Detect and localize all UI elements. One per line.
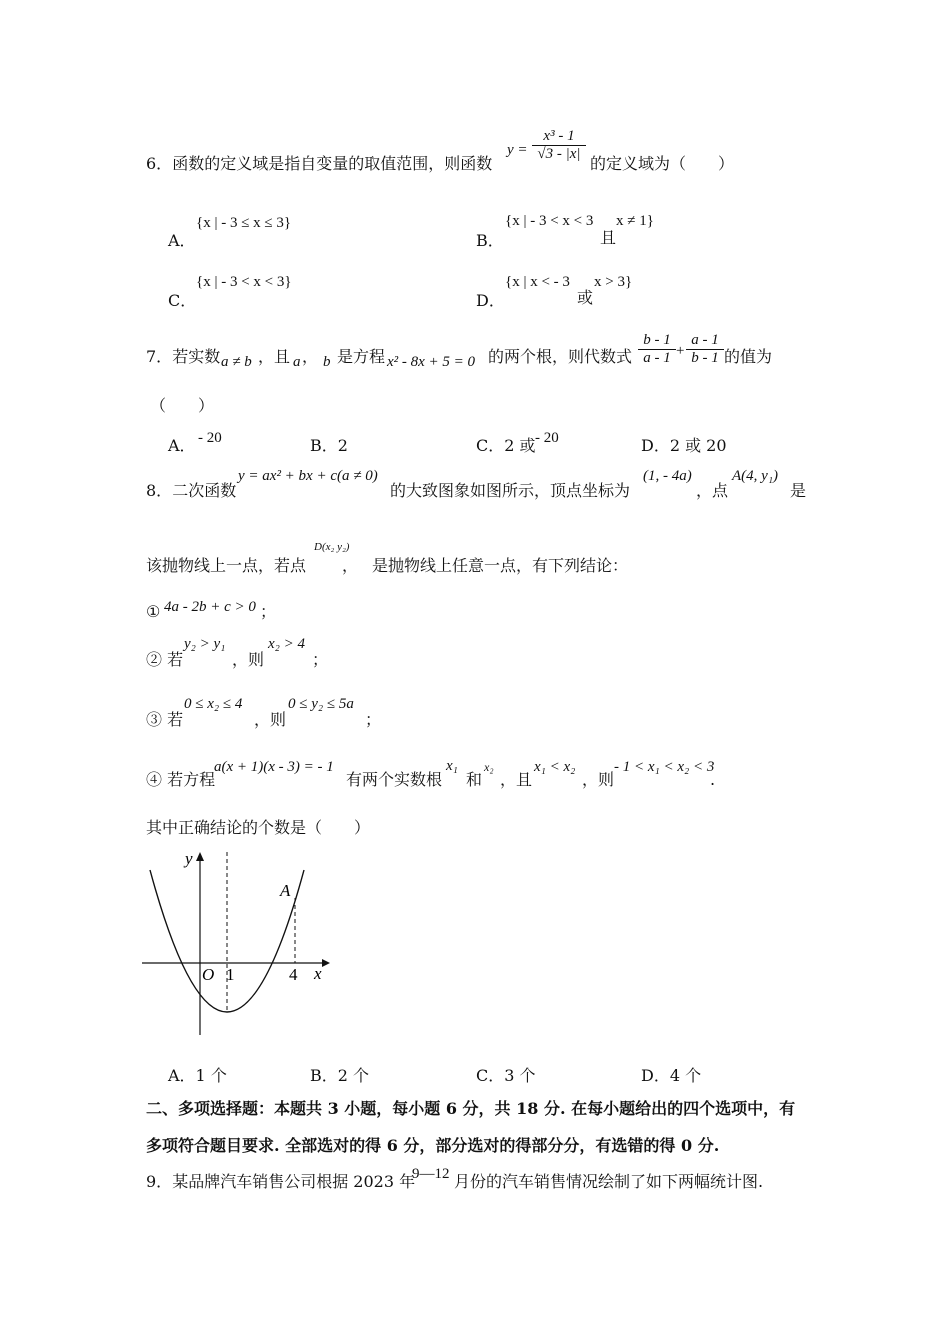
q6-formula-y: y = xyxy=(507,142,528,158)
exam-page: 6．函数的定义域是指自变量的取值范围，则函数 y = x³ - 1 √3 - |x| 的定义域为（ ） A． {x | - 3 ≤ x ≤ 3} B． {x | - 3 < x < 3 且 x ≠ 1} C． {x | - 3 < x < 3} D． {x | x < - 3 或 x > 3} 7．若实数 a ≠ b ，且 a ， b 是方程 x² - 8x + 5 = 0 的两个根，则代数式 b - 1 a - 1 + a - 1 b - 1 的值为 （ ） A． - 20 B．2 C．2 或 - 20 D．2 或 20 8．二次函数 y = ax² + bx + c(a ≠ 0) 的大致图象如图所示，顶点坐标为 (1, - 4a) ，点 A(4, y₁) 是 该抛物线上一点，若点 D(x₂ y₂) ， 是抛物线上任意一点，有下列结论： ① 4a - 2b + c > 0 ； ② 若 y₂ > y₁ ，则 x₂ > 4 ； ③ 若 0 ≤ x₂ ≤ 4 ，则 0 ≤ y₂ ≤ 5a ； ④ 若方程 a(x + 1)(x - 3) = - 1 有两个实数根 x₁ 和 x₂ ，且 x₁ < x₂ ，则 - 1 < x₁ < x₂ < 3 . 其中正确结论的个数是（ ） y x O 1 4 A A．1 个 B．2 个 C．3 个 D．4 个 二、多项选择题：本题共 3 小题，每小题 6 分，共 18 分. 在每小题给出的四个选项中，有 多项符合题目要求. 全部选对的得 6 分，部分选对的得部分分，有选错的得 0 分. 9．某品牌汽车销售公司根据 2023 年 9—12 月份的汽车销售情况绘制了如下两幅统计图. xyxy=(0,0,950,1344)
q7-fraction-1: b - 1 a - 1 xyxy=(638,332,676,367)
q8-m2: (1, - 4a) xyxy=(643,468,692,484)
q6-text-after: 的定义域为（ ） xyxy=(590,154,735,173)
q7-line1: 7．若实数 xyxy=(146,347,221,366)
q7-fraction-2: a - 1 b - 1 xyxy=(686,332,724,367)
q6-option-a[interactable]: A． xyxy=(168,231,196,250)
q6-option-c[interactable]: C． xyxy=(168,291,197,310)
section2-heading-line2: 多项符合题目要求. 全部选对的得 6 分，部分选对的得部分分，有选错的得 0 分. xyxy=(146,1136,720,1155)
q7-number: 7． xyxy=(146,347,173,366)
q6-option-b[interactable]: B． xyxy=(476,231,504,250)
q8-parabola-graph xyxy=(138,846,338,1046)
q7-answer-paren: （ ） xyxy=(150,396,215,415)
q8-conclusion-3: ③ 若 xyxy=(146,710,184,729)
q8-conclusion-4: ④ 若方程 xyxy=(146,770,216,789)
q7-option-a[interactable]: A． xyxy=(168,436,196,455)
q7-option-a-val: - 20 xyxy=(198,430,222,446)
q8-option-c[interactable]: C．3 个 xyxy=(476,1066,536,1085)
q8-question: 其中正确结论的个数是（ ） xyxy=(146,818,371,837)
q6-option-d-or: 或 xyxy=(577,288,594,307)
q8-line2: 该抛物线上一点，若点 xyxy=(146,556,307,575)
tick-label-4: 4 xyxy=(289,965,298,984)
q8-line1: 8．二次函数 xyxy=(146,481,237,500)
q7-option-c-val: - 20 xyxy=(535,430,559,446)
section2-heading-line1: 二、多项选择题：本题共 3 小题，每小题 6 分，共 18 分. 在每小题给出的四个选项中，有 xyxy=(146,1099,796,1118)
q8-conclusion-2: ② 若 xyxy=(146,650,184,669)
q6-text-before: 6．函数的定义域是指自变量的取值范围，则函数 xyxy=(146,154,493,173)
q8-option-d[interactable]: D．4 个 xyxy=(641,1066,702,1085)
x-axis-arrow-icon xyxy=(322,959,330,967)
origin-label: O xyxy=(202,965,215,984)
q6-option-d-math1: {x | x < - 3 xyxy=(505,274,570,290)
tick-label-1: 1 xyxy=(226,965,235,984)
q9-m1: 9—12 xyxy=(412,1166,450,1182)
q9-line1: 9．某品牌汽车销售公司根据 2023 年 xyxy=(146,1172,416,1191)
q6-option-b-math1: {x | - 3 < x < 3 xyxy=(505,213,594,229)
q8-option-b[interactable]: B．2 个 xyxy=(310,1066,370,1085)
q8-m1: y = ax² + bx + c(a ≠ 0) xyxy=(238,468,378,484)
q7-option-b[interactable]: B．2 xyxy=(310,436,348,455)
q7-m4: x² - 8x + 5 = 0 xyxy=(387,354,476,370)
q7-option-d[interactable]: D．2 或 20 xyxy=(641,436,727,455)
q8-number: 8． xyxy=(146,481,173,500)
x-axis-label: x xyxy=(314,964,322,983)
q6-option-b-math2: x ≠ 1} xyxy=(616,213,654,229)
q7-m1: a ≠ b xyxy=(221,354,252,370)
y-axis-label: y xyxy=(185,849,193,868)
q6-option-b-and: 且 xyxy=(600,228,617,247)
q8-m3: A(4, y₁) xyxy=(732,468,779,484)
q7-option-c[interactable]: C．2 或 xyxy=(476,436,536,455)
q6-option-d-math2: x > 3} xyxy=(594,274,633,290)
q6-option-a-math: {x | - 3 ≤ x ≤ 3} xyxy=(196,215,292,231)
q8-m4: D(x₂ y₂) xyxy=(314,541,350,553)
q7-m2: a xyxy=(293,354,301,370)
point-a-label: A xyxy=(280,881,291,900)
q6-number: 6． xyxy=(146,154,173,173)
q6-option-d[interactable]: D． xyxy=(476,291,505,310)
q9-number: 9． xyxy=(146,1172,173,1191)
q6-option-c-math: {x | - 3 < x < 3} xyxy=(196,274,292,290)
q7-m3: b xyxy=(323,354,331,370)
q8-option-a[interactable]: A．1 个 xyxy=(168,1066,227,1085)
q6-formula-fraction: x³ - 1 √3 - |x| xyxy=(532,128,586,163)
y-axis-arrow-icon xyxy=(196,852,204,861)
q8-conclusion-1: ① xyxy=(146,602,161,621)
